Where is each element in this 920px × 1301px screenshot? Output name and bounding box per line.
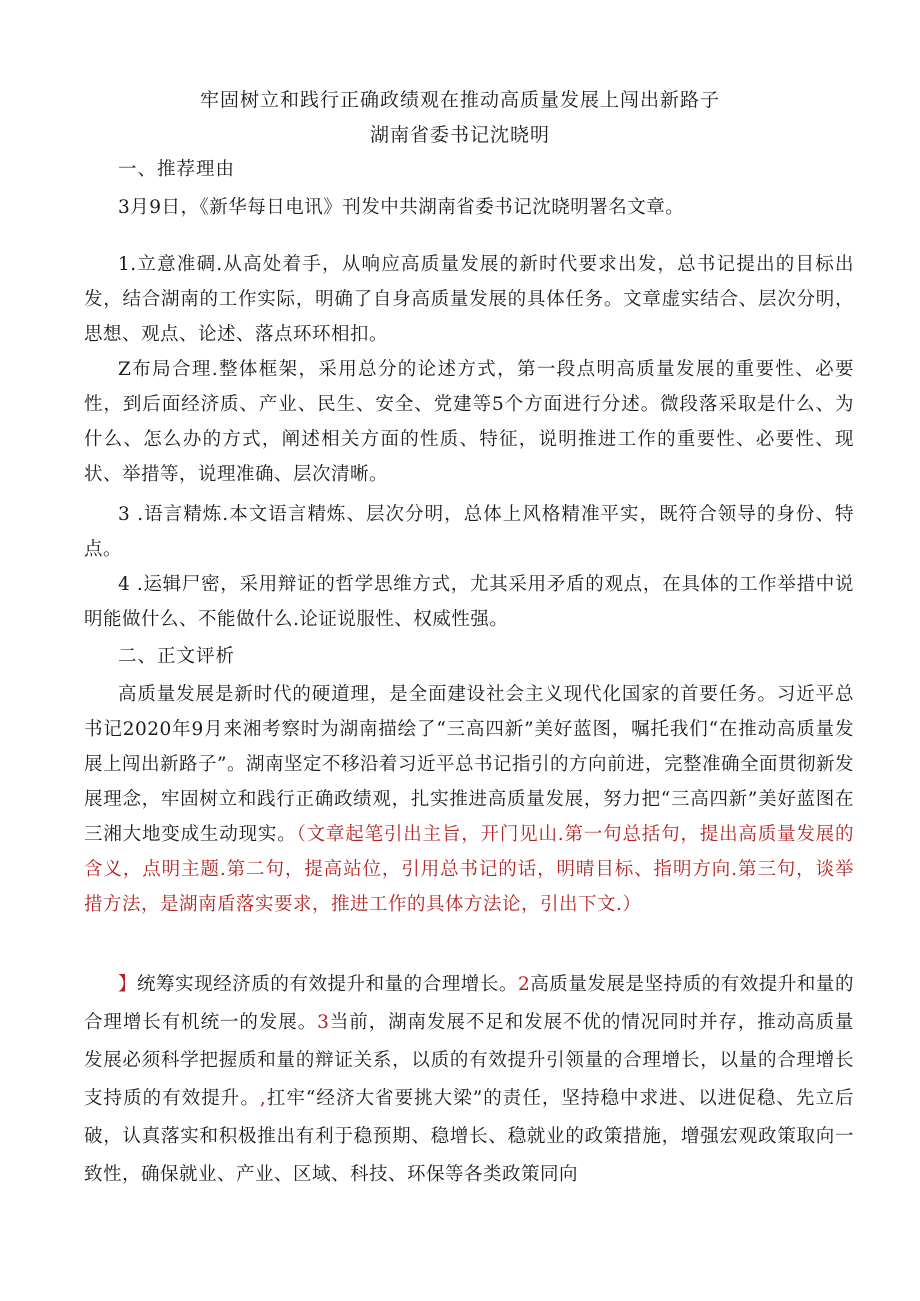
sentence-2: 高质量发展是坚持质的有效提升和量的合理增长有机统一的发展。 [84,974,854,1033]
document-title: 牢固树立和践行正确政绩观在推动高质量发展上闯出新路子 [199,89,720,111]
document-author: 湖南省委书记沈晓明 [369,124,550,146]
sentence-marker-1: 】 [118,974,138,995]
body-paragraph-main [84,677,854,922]
sentence-marker-3: 3 [317,1012,330,1033]
sentence-1: 统筹实现经济质的有效提升和量的合理增长。 [137,974,518,995]
reason-paragraph-2: Z布局合理.整体框架，采用总分的论述方式，第一段点明高质量发展的重要性、必要性，到后面经济质、产业、民生、安全、党建等5个方面进行分述。微段落采取是什么、为什么、怎么办的方式，阐述相关方面的性质、特征，说明推进工作的重要性、必要性、现状、举措等，说理准确、层次清晰。 [84,359,854,485]
body-comment-text: （文章起笔引出主旨，开门见山.第一句总括句，提出高质量发展的含义，点明主题.第二句，提高站位，引用总书记的话，明晴目标、指明方向.第三句，谈举措方法，是湖南盾落实要求，推进工作的具体方法论，引出下文.） [84,824,854,915]
sentence-marker-4: , [259,1088,267,1109]
body-main-text: 高质量发展是新时代的硬道理，是全面建设社会主义现代化国家的首要任务。习近平总书记2020年9月来湘考察时为湖南描绘了“三高四新”美好蓝图，嘱托我们“在推动高质量发展上闯出新路子”。湖南坚定不移沿着习近平总书记指引的方向前进，完整准确全面贯彻新发展理念，牢固树立和践行正确政绩观，扎实推进高质量发展，努力把“三高四新”美好蓝图在三湘大地变成生动现实。 [84,684,854,845]
reason-paragraph-3: 3 .语言精炼.本文语言精炼、层次分明，总体上风格精准平实，既符合领导的身份、特点。 [84,504,854,560]
sentence-marker-2: 2 [517,974,531,995]
body-paragraph-economy [84,966,854,1194]
section-heading-reasons: 一、推荐理由 [118,159,236,180]
section-heading-analysis: 二、正文评析 [118,646,236,667]
reason-paragraph-1: 1.立意准碉.从高处着手，从响应高质量发展的新时代要求出发，总书记提出的目标出发，结合湖南的工作实际，明确了自身高质量发展的具体任务。文章虚实结合、层次分明，思想、观点、论述、落点环环相扣。 [84,254,854,345]
sentence-4: 扛牢“经济大省要挑大梁”的责任，坚持稳中求进、以进促稳、先立后破，认真落实和积极推出有利于稳预期、稳增长、稳就业的政策措施，增强宏观政策取向一致性，确保就业、产业、区域、科技、环保等各类政策同向 [84,1088,854,1185]
reason-paragraph-4: 4 .运辑尸密，采用辩证的哲学思维方式，尤其采用矛盾的观点，在具体的工作举措中说明能做什么、不能做什么.论证说服性、权威性强。 [84,574,854,630]
intro-paragraph: 3月9日，《新华每日电讯》刊发中共湖南省委书记沈晓明署名文章。 [118,197,685,218]
sentence-3: 当前，湖南发展不足和发展不优的情况同时并存，推动高质量发展必须科学把握质和量的辩证关系，以质的有效提升引领量的合理增长，以量的合理增长支持质的有效提升。 [84,1012,854,1109]
